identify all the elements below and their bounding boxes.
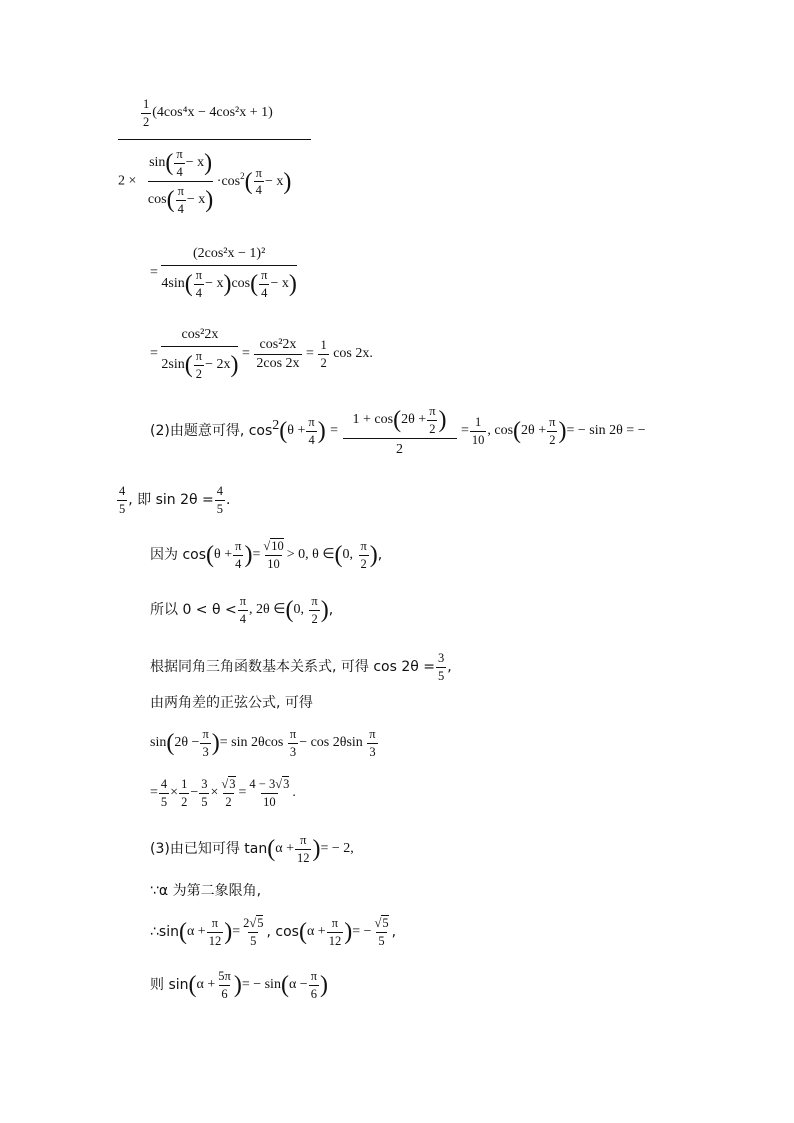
therefore-range-line: 所以 0 < θ < $\frac{\pi}{4}$ , 2θ ∈(0, $\frac{\pi}{2}$ ), <box>150 594 334 626</box>
equation-line-3: = cos²2x 2sin( $\frac{\pi}{2}$ − 2x) = $\frac{\text{cos²2x}}{2\cos 2x}$ = $\frac{1}{2}$ cos 2x. <box>150 327 373 381</box>
main-fraction-bar <box>118 139 311 140</box>
block1-denominator: 2 × sin( $\frac{\pi}{4}$ − x) cos( $\frac{\pi}{4}$ − x) $\cdot\cos^2$( $\frac{\pi}{4}$ − x) <box>118 147 292 216</box>
inner-numerator: sin( $\frac{\pi}{4}$ − x) <box>149 147 213 179</box>
because-line: 因为 cos(θ + $\frac{\pi}{4}$ )= $\frac{√10}{10}$ > 0, θ ∈(0, $\frac{\pi}{2}$ ), <box>150 539 383 571</box>
equation-line-2: = (2cos²x − 1)² 4sin( $\frac{\pi}{4}$ − x)cos( $\frac{\pi}{4}$ − x) <box>150 246 297 300</box>
fraction-half: $\frac{1}{2}$ <box>143 97 150 129</box>
cos-2theta-line: 根据同角三角函数基本关系式, 可得 cos 2θ = $\frac{3}{5}$ , <box>150 651 452 683</box>
part-2-line: (2)由题意可得, $\cos^2(\theta$ + $\frac{\pi}{4}$ ) = 1 + cos(2θ + $\frac{\pi}{2}$ ) 2 = $\frac{1}{10}$ , cos(2θ + $\frac{\pi}{2}$ )= − sin 2θ = − <box>150 404 646 457</box>
fraction-line-2: (2cos²x − 1)² 4sin( $\frac{\pi}{4}$ − x)cos( $\frac{\pi}{4}$ − x) <box>161 246 297 300</box>
part-3-line: (3)由已知可得 tan(α + $\frac{\pi}{12}$ )= − 2, <box>150 833 354 865</box>
inner-denominator: cos( $\frac{\pi}{4}$ − x) <box>148 181 213 215</box>
quadrant-line: ∵α 为第二象限角, <box>150 883 262 899</box>
sin-cos-alpha-line: ∴sin(α + $\frac{\pi}{12}$ )= $\frac{2√5}{5}$ , cos(α + $\frac{\pi}{12}$ )= − $\frac{√5}{5}$ , <box>150 916 397 948</box>
part-2-continuation: $\frac{4}{5}$ , 即 sin 2θ = $\frac{4}{5}$ . <box>119 484 231 516</box>
sine-expansion-line: sin(2θ − $\frac{\pi}{3}$ )= sin 2θcos $\frac{\pi}{3}$ − cos 2θsin $\frac{\pi}{3}$ <box>150 727 376 759</box>
block1-numerator <box>140 98 273 128</box>
inner-fraction <box>148 148 213 215</box>
final-line: 则 sin(α + $\frac{5\pi}{6}$ )= − sin(α − $\frac{\pi}{6}$ ) <box>150 969 328 1001</box>
sine-difference-intro: 由两角差的正弦公式, 可得 <box>150 695 313 711</box>
numeric-evaluation-line: = $\frac{4}{5}$ × $\frac{1}{2}$ − $\frac{3}{5}$ × $\frac{√3}{2}$ = $\frac{4 - 3√3}{10}$ . <box>150 777 296 809</box>
numerator-expression: (4cos⁴x − 4cos²x + 1) <box>152 105 273 121</box>
